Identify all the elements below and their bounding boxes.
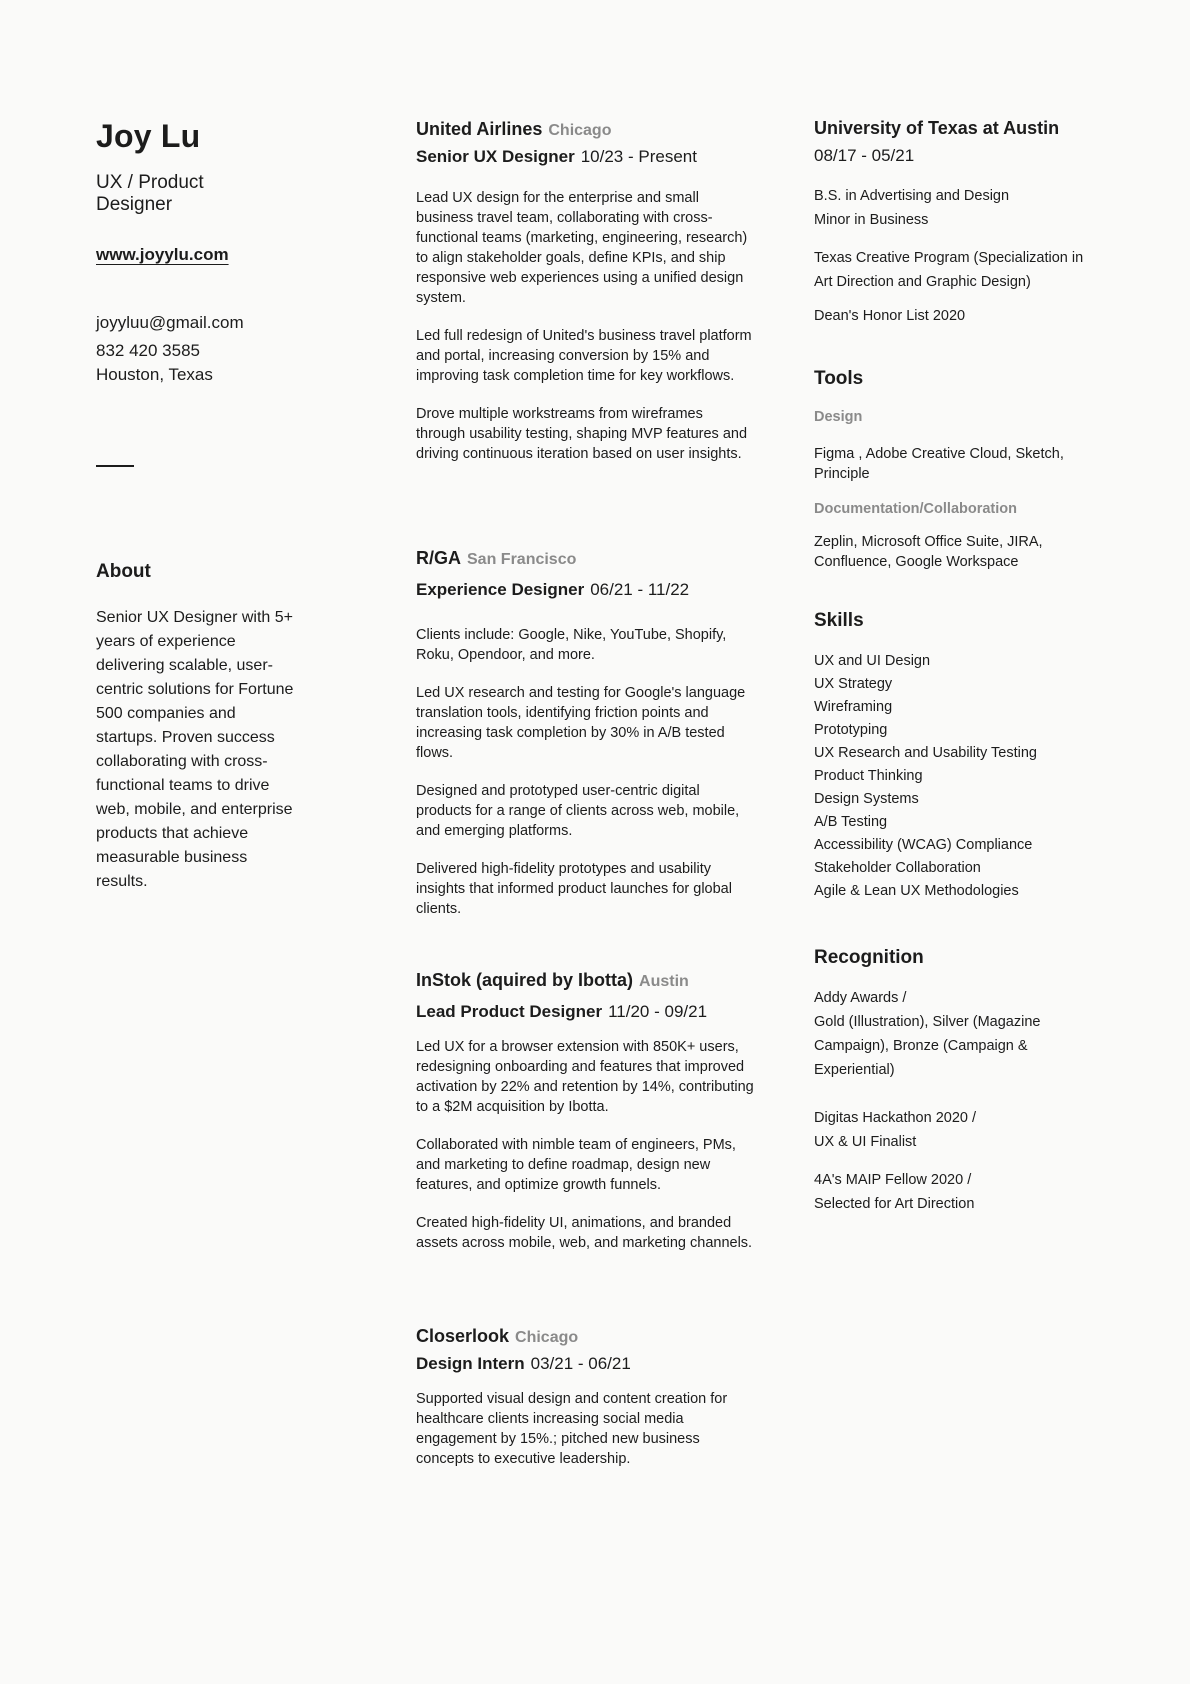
degree-text: B.S. in Advertising and Design xyxy=(814,188,1010,204)
tools-doc-label: Documentation/Collaboration xyxy=(814,501,1017,517)
list-item: Stakeholder Collaboration xyxy=(814,860,981,876)
honor-text: Dean's Honor List 2020 xyxy=(814,308,966,324)
job-bullet: Clients include: Google, Nike, YouTube, Shopify, Roku, Opendoor, and more. xyxy=(416,627,727,663)
job-dates: 10/23 - Present xyxy=(580,147,697,166)
company-location: Chicago xyxy=(548,122,612,139)
job-dates: 03/21 - 06/21 xyxy=(530,1354,631,1373)
company-location: San Francisco xyxy=(467,551,577,568)
recognition-title: Addy Awards / xyxy=(814,990,907,1006)
job-dates: 11/20 - 09/21 xyxy=(608,1002,708,1021)
job-title-line xyxy=(416,577,756,603)
experience-entry xyxy=(416,967,756,1253)
job-bullet: Created high-fidelity UI, animations, and branded assets across mobile, web, and marketing channels. xyxy=(416,1215,753,1251)
job-title-line xyxy=(416,144,756,170)
company-heading xyxy=(416,116,756,142)
location-text: Houston, Texas xyxy=(96,365,213,384)
education-dates: 08/17 - 05/21 xyxy=(814,146,915,165)
experience-entry xyxy=(416,545,756,919)
candidate-name: Joy Lu xyxy=(96,118,201,154)
list-item: UX and UI Design xyxy=(814,653,931,669)
recognition-detail: Selected for Art Direction xyxy=(814,1196,975,1212)
recognition-heading: Recognition xyxy=(814,947,924,968)
company-heading xyxy=(416,967,756,993)
job-bullet: Delivered high-fidelity prototypes and usability insights that informed product launches for global clients. xyxy=(416,861,732,917)
job-title: Design Intern xyxy=(416,1354,525,1373)
job-bullet: Drove multiple workstreams from wireframes through usability testing, shaping MVP features and driving continuous iteration based on user insights. xyxy=(416,406,748,462)
list-item: Accessibility (WCAG) Compliance xyxy=(814,837,1033,853)
job-bullet: Lead UX design for the enterprise and small business travel team, collaborating with cross-functional teams (marketing, engineering, research) to align stakeholder goals, define KPIs, and ship responsive web experiences using a unified design system. xyxy=(416,190,748,306)
list-item: UX Strategy xyxy=(814,676,893,692)
company-name: Closerlook xyxy=(416,1326,510,1346)
job-bullet: Led full redesign of United's business travel platform and portal, increasing conversion by 15% and improving task completion time for key workflows. xyxy=(416,328,752,384)
job-bullet: Led UX research and testing for Google's language translation tools, identifying friction points and increasing task completion by 30% in A/B tested flows. xyxy=(416,685,746,761)
list-item: Wireframing xyxy=(814,699,893,715)
skills-list xyxy=(814,650,1037,903)
candidate-role: UX / Product Designer xyxy=(96,172,204,215)
degree-block xyxy=(814,184,1009,232)
minor-text: Minor in Business xyxy=(814,212,929,228)
job-title-line xyxy=(416,999,756,1025)
list-item: A/B Testing xyxy=(814,814,888,830)
company-name: InStok (aquired by Ibotta) xyxy=(416,970,634,990)
tools-design-list: Figma , Adobe Creative Cloud, Sketch, Principle xyxy=(814,446,1064,482)
job-title-line xyxy=(416,1351,756,1377)
job-dates: 06/21 - 11/22 xyxy=(590,580,690,599)
company-heading xyxy=(416,1323,756,1349)
recognition-title: Digitas Hackathon 2020 / xyxy=(814,1110,977,1126)
list-item: Product Thinking xyxy=(814,768,923,784)
tools-design-label: Design xyxy=(814,409,863,425)
job-title: Experience Designer xyxy=(416,580,585,599)
phone-text: 832 420 3585 xyxy=(96,341,200,360)
company-location: Chicago xyxy=(515,1329,579,1346)
tools-doc-list: Zeplin, Microsoft Office Suite, JIRA, Confluence, Google Workspace xyxy=(814,534,1043,570)
company-heading xyxy=(416,545,756,571)
website-link[interactable]: www.joyylu.com xyxy=(96,245,229,264)
school-name: University of Texas at Austin xyxy=(814,118,1060,138)
list-item: Design Systems xyxy=(814,791,919,807)
job-bullet: Collaborated with nimble team of engineers, PMs, and marketing to define roadmap, design new features, and optimize growth funnels. xyxy=(416,1137,736,1193)
divider xyxy=(96,465,134,467)
experience-entry xyxy=(416,116,756,464)
list-item: Agile & Lean UX Methodologies xyxy=(814,883,1019,899)
recognition-detail: Gold (Illustration), Silver (Magazine Campaign), Bronze (Campaign & Experiential) xyxy=(814,1014,1041,1078)
experience-entry xyxy=(416,1323,756,1469)
program-text: Texas Creative Program (Specialization in Art Direction and Graphic Design) xyxy=(814,250,1084,290)
company-name: R/GA xyxy=(416,548,461,568)
job-title: Lead Product Designer xyxy=(416,1002,603,1021)
job-bullet: Supported visual design and content creation for healthcare clients increasing social media engagement by 15%.; pitched new business concepts to executive leadership. xyxy=(416,1391,728,1467)
company-location: Austin xyxy=(639,973,689,990)
about-text: Senior UX Designer with 5+ years of experience delivering scalable, user-centric solutions for Fortune 500 companies and startups. Proven success collaborating with cross-functional teams to drive web, mobile, and enterprise products that achieve measurable business results. xyxy=(96,609,294,890)
recognition-detail: UX & UI Finalist xyxy=(814,1134,917,1150)
skills-heading: Skills xyxy=(814,610,864,631)
email-text: joyyluu@gmail.com xyxy=(96,313,244,332)
recognition-title: 4A's MAIP Fellow 2020 / xyxy=(814,1172,972,1188)
job-bullet: Led UX for a browser extension with 850K+ users, redesigning onboarding and features that improved activation by 22% and retention by 14%, contributing to a $2M acquisition by Ibotta. xyxy=(416,1039,754,1115)
about-heading: About xyxy=(96,561,151,582)
job-bullet: Designed and prototyped user-centric digital products for a range of clients across web, mobile, and emerging platforms. xyxy=(416,783,740,839)
recognition-item xyxy=(814,986,1064,1082)
recognition-item xyxy=(814,1168,1064,1216)
company-name: United Airlines xyxy=(416,119,543,139)
job-title: Senior UX Designer xyxy=(416,147,575,166)
tools-heading: Tools xyxy=(814,368,864,389)
list-item: UX Research and Usability Testing xyxy=(814,745,1037,761)
list-item: Prototyping xyxy=(814,722,888,738)
recognition-item xyxy=(814,1106,1064,1154)
